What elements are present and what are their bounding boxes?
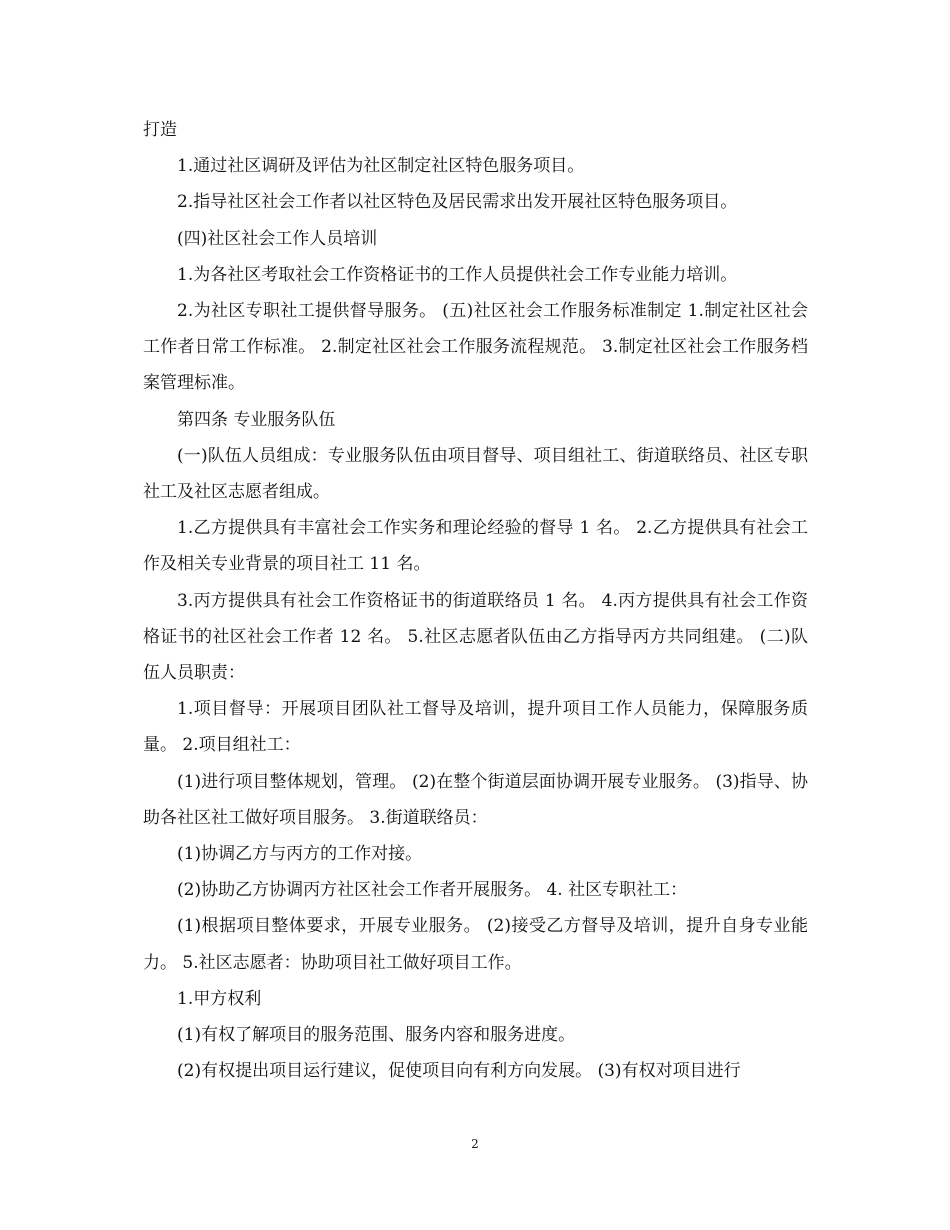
paragraph: (1)协调乙方与丙方的工作对接。 — [177, 844, 423, 865]
paragraph: 1.为各社区考取社会工作资格证书的工作人员提供社会工作专业能力培训。 — [177, 264, 738, 285]
paragraph: (一)队伍人员组成：专业服务队伍由项目督导、项目组社工、街道联络员、社区专职社工及社区志愿者组成。 — [143, 445, 808, 503]
paragraph: 3.丙方提供具有社会工作资格证书的街道联络员 1 名。 4.丙方提供具有社会工作资格证书的社区社会工作者 12 名。 5.社区志愿者队伍由乙方指导丙方共同组建。 (二)队伍人员职责： — [143, 590, 808, 684]
paragraph: (2)有权提出项目运行建议，促使项目向有利方向发展。 (3)有权对项目进行 — [177, 1061, 741, 1082]
paragraph: 1.乙方提供具有丰富社会工作实务和理论经验的督导 1 名。 2.乙方提供具有社会工作及相关专业背景的项目社工 11 名。 — [143, 518, 808, 575]
paragraph: 2.为社区专职社工提供督导服务。 (五)社区社会工作服务标准制定 1.制定社区社会工作者日常工作标准。 2.制定社区社会工作服务流程规范。 3.制定社区社会工作服务档案管理标准。 — [143, 301, 808, 394]
paragraph: (四)社区社会工作人员培训 — [177, 228, 378, 249]
paragraph: (2)协助乙方协调丙方社区社会工作者开展服务。 4. 社区专职社工： — [177, 880, 688, 901]
paragraph: 1.通过社区调研及评估为社区制定社区特色服务项目。 — [177, 156, 585, 177]
paragraph: 打造 — [143, 120, 177, 140]
paragraph: (1)有权了解项目的服务范围、服务内容和服务进度。 — [177, 1025, 576, 1046]
paragraph: 1.甲方权利 — [177, 988, 262, 1009]
paragraph: 2.指导社区社会工作者以社区特色及居民需求出发开展社区特色服务项目。 — [177, 192, 738, 213]
paragraph: 第四条 专业服务队伍 — [177, 409, 336, 430]
page-number: 2 — [471, 1137, 479, 1151]
paragraph: (1)根据项目整体要求，开展专业服务。 (2)接受乙方督导及培训，提升自身专业能力。 5.社区志愿者：协助项目社工做好项目工作。 — [143, 916, 808, 973]
paragraph: (1)进行项目整体规划，管理。 (2)在整个街道层面协调开展专业服务。 (3)指导、协助各社区社工做好项目服务。 3.街道联络员： — [143, 771, 808, 828]
paragraph: 1.项目督导：开展项目团队社工督导及培训，提升项目工作人员能力，保障服务质量。 2.项目组社工： — [143, 699, 808, 756]
document-body — [143, 112, 808, 1089]
